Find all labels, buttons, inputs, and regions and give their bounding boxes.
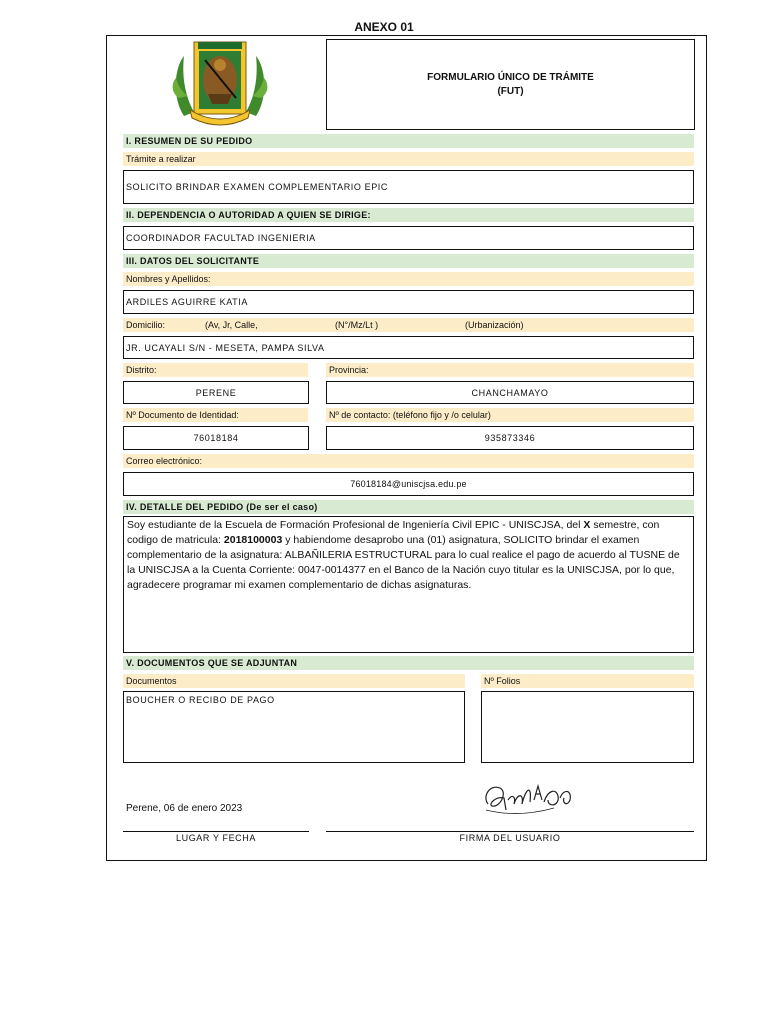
contact-label: Nº de contacto: (teléfono fijo y /o celular): [326, 408, 694, 422]
procedure-label: Trámite a realizar: [123, 152, 694, 166]
documents-label: Documentos: [123, 674, 465, 688]
detail-text-3: y habiendome desaprobo una (01) asignatura, SOLICITO brindar el examen complementario de la asignatura: ALBAÑILERIA ESTRUCTURAL para lo cual realice el pago de acuerdo al TUSNE de la UNISCJSA a la Cuenta Corriente: 0047-0014377 en el Banco de la Nación cuyo titular es la UNISCJSA, por lo que, agradecere programar mi examen complementario de dichas asignaturas.: [127, 534, 680, 591]
folios-label: Nº Folios: [481, 674, 694, 688]
email-field[interactable]: 76018184@uniscjsa.edu.pe: [123, 472, 694, 496]
form-title-box: [326, 39, 695, 130]
names-field[interactable]: ARDILES AGUIRRE KATIA: [123, 290, 694, 314]
id-document-field[interactable]: 76018184: [123, 426, 309, 450]
documents-field[interactable]: BOUCHER O RECIBO DE PAGO: [123, 691, 465, 763]
place-date-value: Perene, 06 de enero 2023: [126, 803, 243, 814]
province-field[interactable]: CHANCHAMAYO: [326, 381, 694, 404]
section-3-title: III. DATOS DEL SOLICITANTE: [123, 254, 694, 268]
form-title: FORMULARIO ÚNICO DE TRÁMITE: [427, 71, 594, 83]
detail-enrollment-code: 2018100003: [223, 534, 283, 546]
contact-field[interactable]: 935873346: [326, 426, 694, 450]
detail-text-2: semestre, con codigo de matricula:: [127, 519, 660, 546]
address-label: Domicilio:: [126, 320, 166, 330]
names-label: Nombres y Apellidos:: [123, 272, 694, 286]
detail-semester: X: [583, 519, 591, 531]
form-subtitle: (FUT): [497, 85, 524, 97]
user-signature: [478, 774, 578, 824]
address-hint-street: (Av, Jr, Calle,: [205, 320, 258, 330]
section-1-title: I. RESUMEN DE SU PEDIDO: [123, 134, 694, 148]
place-date-caption: LUGAR Y FECHA: [176, 833, 256, 843]
detail-text-1: Soy estudiante de la Escuela de Formación Profesional de Ingeniería Civil EPIC - UNISCJSA, del: [127, 519, 584, 531]
id-document-label: Nº Documento de Identidad:: [123, 408, 308, 422]
address-hint-urbanization: (Urbanización): [465, 320, 524, 330]
address-hint-number: (N°/Mz/Lt ): [335, 320, 379, 330]
district-field[interactable]: PERENE: [123, 381, 309, 404]
section-4-title: IV. DETALLE DEL PEDIDO (De ser el caso): [123, 500, 694, 514]
place-date-line: [123, 831, 309, 832]
crest-icon: [170, 38, 270, 128]
annex-heading: ANEXO 01: [354, 20, 414, 34]
procedure-field[interactable]: SOLICITO BRINDAR EXAMEN COMPLEMENTARIO EPIC: [123, 170, 694, 204]
district-label: Distrito:: [123, 363, 308, 377]
email-label: Correo electrónico:: [123, 454, 694, 468]
signature-line: [326, 831, 694, 832]
folios-field[interactable]: [481, 691, 694, 763]
address-label-row: [123, 318, 694, 332]
section-2-title: II. DEPENDENCIA O AUTORIDAD A QUIEN SE DIRIGE:: [123, 208, 694, 222]
authority-field[interactable]: COORDINADOR FACULTAD INGENIERIA: [123, 226, 694, 250]
province-label: Provincia:: [326, 363, 694, 377]
address-field[interactable]: JR. UCAYALI S/N - MESETA, PAMPA SILVA: [123, 336, 694, 359]
section-5-title: V. DOCUMENTOS QUE SE ADJUNTAN: [123, 656, 694, 670]
university-crest-logo: [170, 38, 270, 128]
request-detail-field[interactable]: [123, 516, 694, 653]
signature-caption: FIRMA DEL USUARIO: [459, 833, 561, 843]
